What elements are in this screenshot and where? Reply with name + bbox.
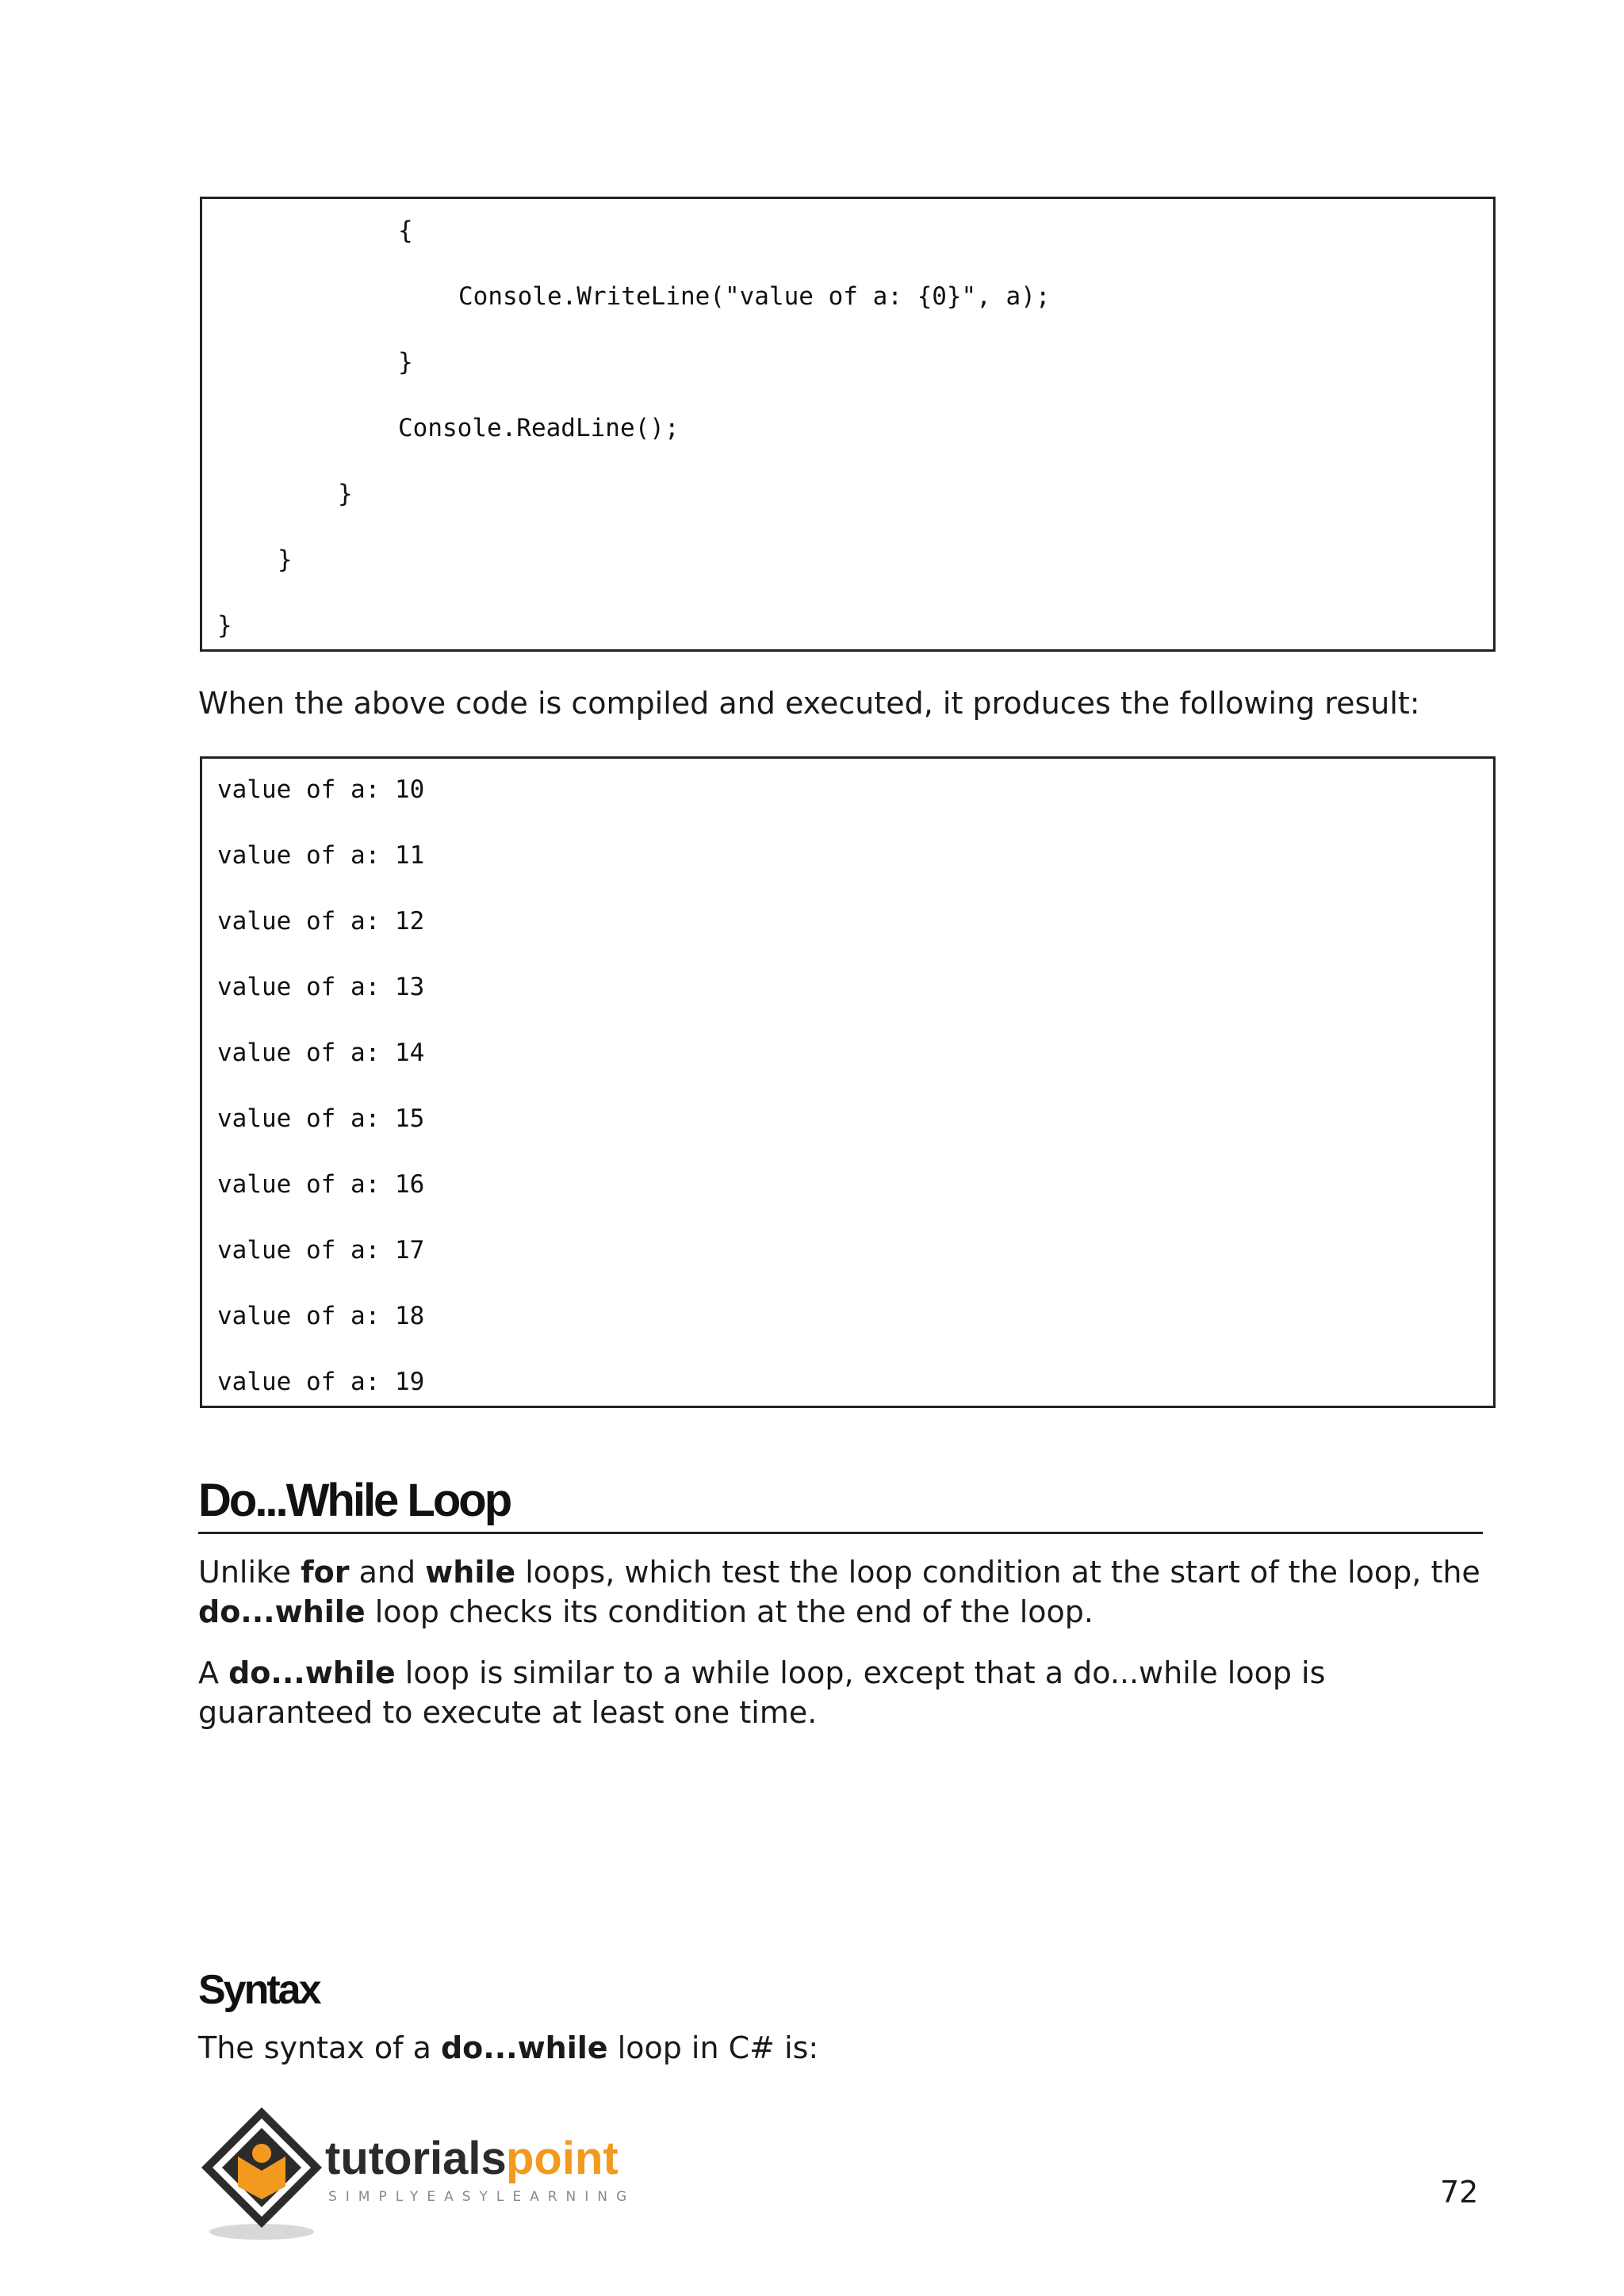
- output-line: value of a: 12: [217, 907, 425, 936]
- heading-rule: [198, 1532, 1483, 1534]
- tutorialspoint-logo: [195, 2101, 655, 2244]
- code-line: Console.WriteLine("value of a: {0}", a);: [458, 282, 1051, 311]
- code-line: Console.ReadLine();: [398, 414, 680, 442]
- logo-tagline: SIMPLYEASYLEARNING: [328, 2189, 636, 2205]
- code-line: }: [398, 348, 413, 377]
- output-line: value of a: 17: [217, 1236, 425, 1265]
- syntax-heading: Syntax: [198, 1967, 320, 2013]
- code-line: }: [278, 545, 293, 574]
- output-line: value of a: 13: [217, 973, 425, 1001]
- code-line: {: [398, 216, 413, 245]
- code-line: }: [217, 611, 232, 640]
- paragraph-syntax: The syntax of a do...while loop in C# is:: [198, 2030, 819, 2065]
- paragraph-guaranteed: A do...while loop is similar to a while loop, except that a do...while loop is guaranteed to execute at least one time.: [198, 1655, 1326, 1730]
- logo-text-accent: point: [506, 2133, 619, 2184]
- logo-text-main: tutorials: [325, 2133, 507, 2184]
- output-line: value of a: 16: [217, 1170, 425, 1199]
- section-heading: Do...While Loop: [198, 1475, 511, 1526]
- output-line: value of a: 19: [217, 1368, 425, 1396]
- code-line: }: [338, 480, 353, 508]
- output-line: value of a: 11: [217, 841, 425, 870]
- output-line: value of a: 15: [217, 1104, 425, 1133]
- result-intro: When the above code is compiled and executed, it produces the following result:: [198, 686, 1420, 721]
- code-block: [200, 197, 1496, 652]
- person-head-icon: [252, 2144, 271, 2163]
- output-line: value of a: 14: [217, 1039, 425, 1067]
- output-block: [200, 756, 1496, 1408]
- output-line: value of a: 10: [217, 775, 425, 804]
- page-number: 72: [1440, 2175, 1479, 2210]
- paragraph-unlike: Unlike for and while loops, which test the loop condition at the start of the loop, the do...while loop checks its condition at the end of the loop.: [198, 1555, 1480, 1629]
- output-line: value of a: 18: [217, 1302, 425, 1330]
